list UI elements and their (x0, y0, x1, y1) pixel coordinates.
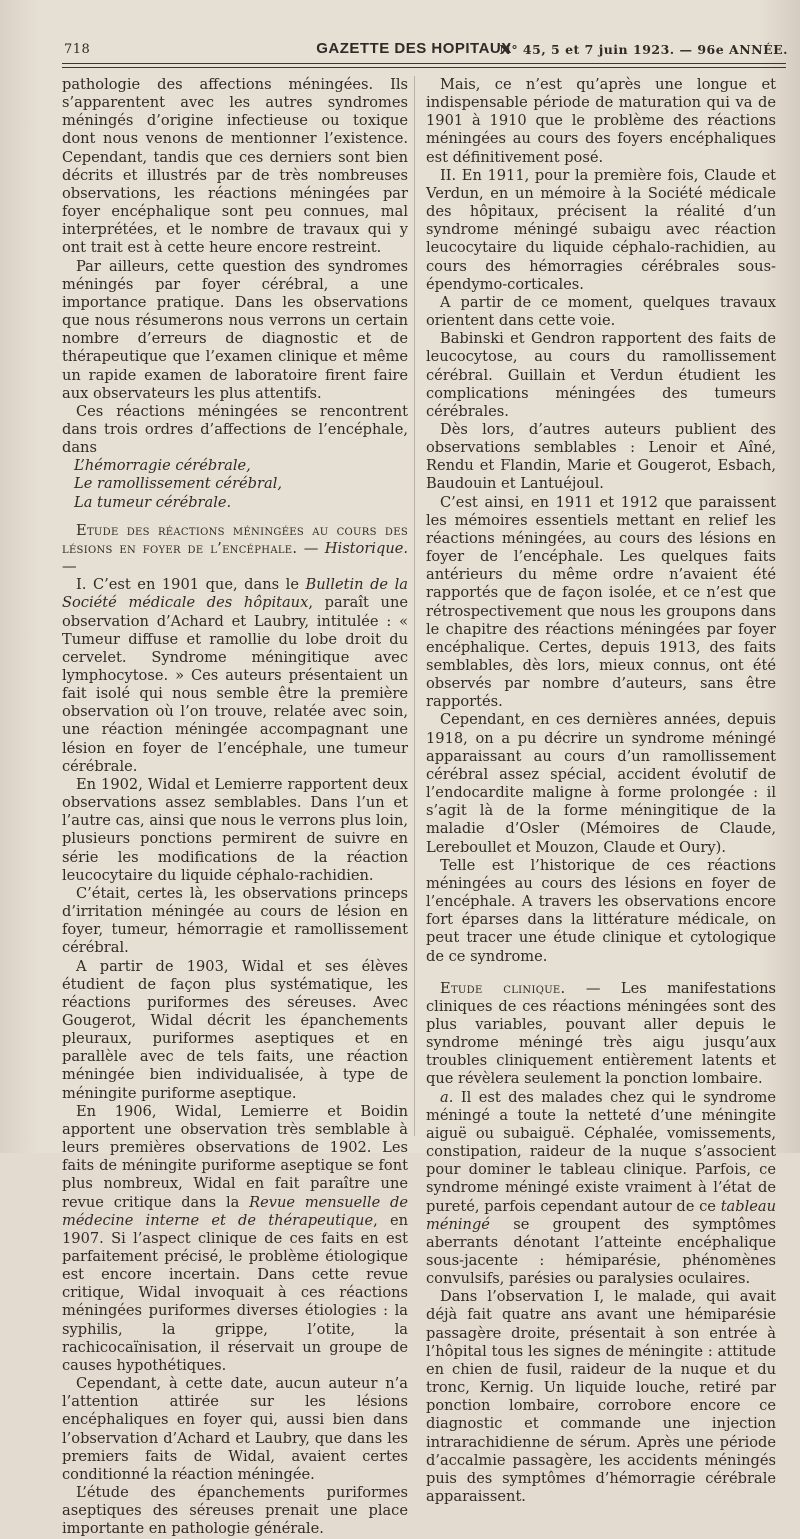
list-item: L’hémorragie cérébrale, (74, 457, 251, 475)
paragraph: Ces réactions méningées se rencontrent dans trois ordres d’affections de l’encéphale, dans (62, 402, 408, 457)
header-rule (62, 63, 786, 64)
paragraph: Babinski et Gendron rapportent des faits de leucocytose, au cours du ramollissement cérébral. Guillain et Verdun étudient les complications méningées des tumeurs cérébrales. (426, 330, 776, 420)
paragraph: a. Il est des malades chez qui le syndrome méningé a toute la netteté d’une méningite aiguë ou subaiguë. Céphalée, vomissements, constipation, raideur de la nuque s’associent pour dominer le tableau clinique. Parfois, ce syndrome méningé existe vraiment à l’état de pureté, parfois cependant autour de ce tableau méningé se groupent des symptômes aberrants dénotant l’atteinte encéphalique sous-jacente : hémiparésie, phénomènes convulsifs, parésies ou paralysies oculaires. (426, 1088, 776, 1288)
paragraph: I. C’est en 1901 que, dans le Bulletin de la Société médicale des hôpitaux, paraît une observation d’Achard et Laubry, intitulée : « Tumeur diffuse et ramollie du lobe droit du cervelet. Syndrome méningitique avec lymphocytose. » Ces auteurs présentaient un fait isolé qui nous semble être la première observation où l’on trouve, relatée avec soin, une réaction méningée accompagnant une lésion en foyer de l’encéphale, une tumeur cérébrale. (62, 576, 408, 775)
issue-info: N° 45, 5 et 7 juin 1923. — 96e ANNÉE. (499, 42, 788, 57)
paragraph: Dès lors, d’autres auteurs publient des observations semblables : Lenoir et Aîné, Rendu et Flandin, Marie et Gougerot, Esbach, Baudouin et Lantuéjoul. (426, 420, 776, 493)
paragraph: L’étude des épanchements puriformes aseptiques des séreuses prenait une place importante en pathologie générale. (62, 1484, 408, 1538)
paragraph: C’est ainsi, en 1911 et 1912 que paraissent les mémoires essentiels mettant en relief les réactions méningées, au cours des lésions en foyer de l’encéphale. Les quelques faits antérieurs du même ordre n’avaient été rapportés que de façon isolée, et ce n’est que rétrospectivement que nous les groupons dans le chapitre des réactions méningées par foyer encéphalique. Certes, depuis 1913, des faits semblables, dès lors, mieux connus, ont été observés par nombre d’auteurs, sans être rapportés. (426, 493, 776, 711)
paragraph: Telle est l’historique de ces réactions méningées au cours des lésions en foyer de l’encéphale. A travers les observations encore fort éparses dans la littérature médicale, on peut tracer une étude clinique et cytologique de ce syndrome. (426, 856, 776, 965)
paragraph: A partir de 1903, Widal et ses élèves étudient de façon plus systématique, les réactions puriformes des séreuses. Avec Gougerot, Widal décrit les épanchements pleuraux, puriformes aseptiques et en parallèle avec de tels faits, une réaction méningée bien individualisée, à type de méningite puriforme aseptique. (62, 957, 408, 1102)
paragraph: II. En 1911, pour la première fois, Claude et Verdun, en un mémoire à la Société médicale des hôpitaux, précisent la réalité d’un syndrome méningé subaigu avec réaction leucocytaire du liquide céphalo-rachidien, au cours des hémorragies cérébrales sous-épendymo-corticales. (426, 166, 776, 293)
list-item: Le ramollissement cérébral, (74, 475, 283, 493)
page-header (40, 36, 788, 62)
paragraph: En 1902, Widal et Lemierre rapportent deux observations assez semblables. Dans l’un et l’autre cas, ainsi que nous le verrons plus loin, plusieurs ponctions permirent de suivre en série les modifications de la réaction leucocytaire du liquide céphalo-rachidien. (62, 775, 408, 884)
section-heading: Etude clinique. — Les manifestations cliniques de ces réactions méningées sont des plus variables, pouvant aller depuis le syndrome méningé très aigu jusqu’aux troubles cliniquement entièrement latents et que révèlera seulement la ponction lombaire. (426, 979, 777, 1088)
paragraph: C’était, certes là, les observations princeps d’irritation méningée au cours de lésion en foyer, tumeur, hémorragie et ramollissement cérébral. (62, 884, 408, 957)
paragraph: Dans l’observation I, le malade, qui avait déjà fait quatre ans avant une hémiparésie passagère droite, présentait à son entrée à l’hôpital tous les signes de méningite : attitude en chien de fusil, raideur de la nuque et du tronc, Kernig. Un liquide louche, retiré par ponction lombaire, corrobore encore ce diagnostic et commande une injection intrarachidienne de sérum. Après une période d’accalmie passagère, les accidents méningés puis des symptômes d’hémorragie cérébrale apparaissent. (426, 1288, 776, 1506)
paragraph: Mais, ce n’est qu’après une longue et indispensable période de maturation qui va de 1901 à 1910 que le problème des réactions méningées au cours des foyers encéphaliques est définitivement posé. (426, 76, 776, 166)
paragraph: A partir de ce moment, quelques travaux orientent dans cette voie. (426, 293, 776, 330)
paragraph: Cependant, en ces dernières années, depuis 1918, on a pu décrire un syndrome méningé apparaissant au cours d’un ramollissement cérébral assez spécial, accident évolutif de l’endocardite maligne à forme prolongée : il s’agit là de la forme méningitique de la maladie d’Osler (Mémoires de Claude, Lereboullet et Mouzon, Claude et Oury). (426, 711, 776, 856)
paragraph: pathologie des affections méningées. Ils s’apparentent avec les autres syndromes méningés d’origine infectieuse ou toxique dont nous venons de mentionner l’existence. Cependant, tandis que ces derniers sont bien décrits et illustrés par de très nombreuses observations, les réactions méningées par foyer encéphalique sont peu connues, mal interprétées, et le nombre de travaux qui y ont trait est à cette heure encore restreint. (62, 76, 408, 257)
paragraph: Cependant, à cette date, aucun auteur n’a l’attention attirée sur les lésions encéphaliques en foyer qui, aussi bien dans l’observation d’Achard et Laubry, que dans les premiers faits de Widal, avaient certes conditionné la réaction méningée. (62, 1375, 408, 1483)
list-item: La tumeur cérébrale. (74, 493, 232, 511)
section-heading: Etude des réactions méningées au cours des lésions en foyer de l’encéphale. — Historique. — (62, 521, 408, 576)
right-column (426, 76, 776, 1506)
journal-title: GAZETTE DES HOPITAUX (316, 40, 512, 57)
page-number: 718 (64, 42, 91, 57)
paragraph: Par ailleurs, cette question des syndromes méningés par foyer cérébral, a une importance pratique. Dans les observations que nous résumerons nous verrons un certain nombre d’erreurs de diagnostic et de thérapeutique que l’examen clinique et même un rapide examen de laboratoire firent faire aux observateurs les plus attentifs. (62, 257, 408, 402)
header-rule-thin (62, 67, 786, 68)
left-column (62, 76, 408, 1539)
paragraph: En 1906, Widal, Lemierre et Boidin apportent une observation très semblable à leurs premières observations de 1902. Les faits de méningite puriforme aseptique se font plus nombreux, Widal en fait paraître une revue critique dans la Revue mensuelle de médecine interne et de thérapeutique, en 1907. Si l’aspect clinique de ces faits en est parfaitement précisé, le problème étiologique est encore incertain. Dans cette revue critique, Widal invoquait à ces réactions méningées puriformes diverses étiologies : la syphilis, la grippe, l’otite, la rachicocaïnisation, il réservait un groupe de causes hypothétiques. (62, 1102, 408, 1374)
column-divider (414, 76, 415, 1136)
